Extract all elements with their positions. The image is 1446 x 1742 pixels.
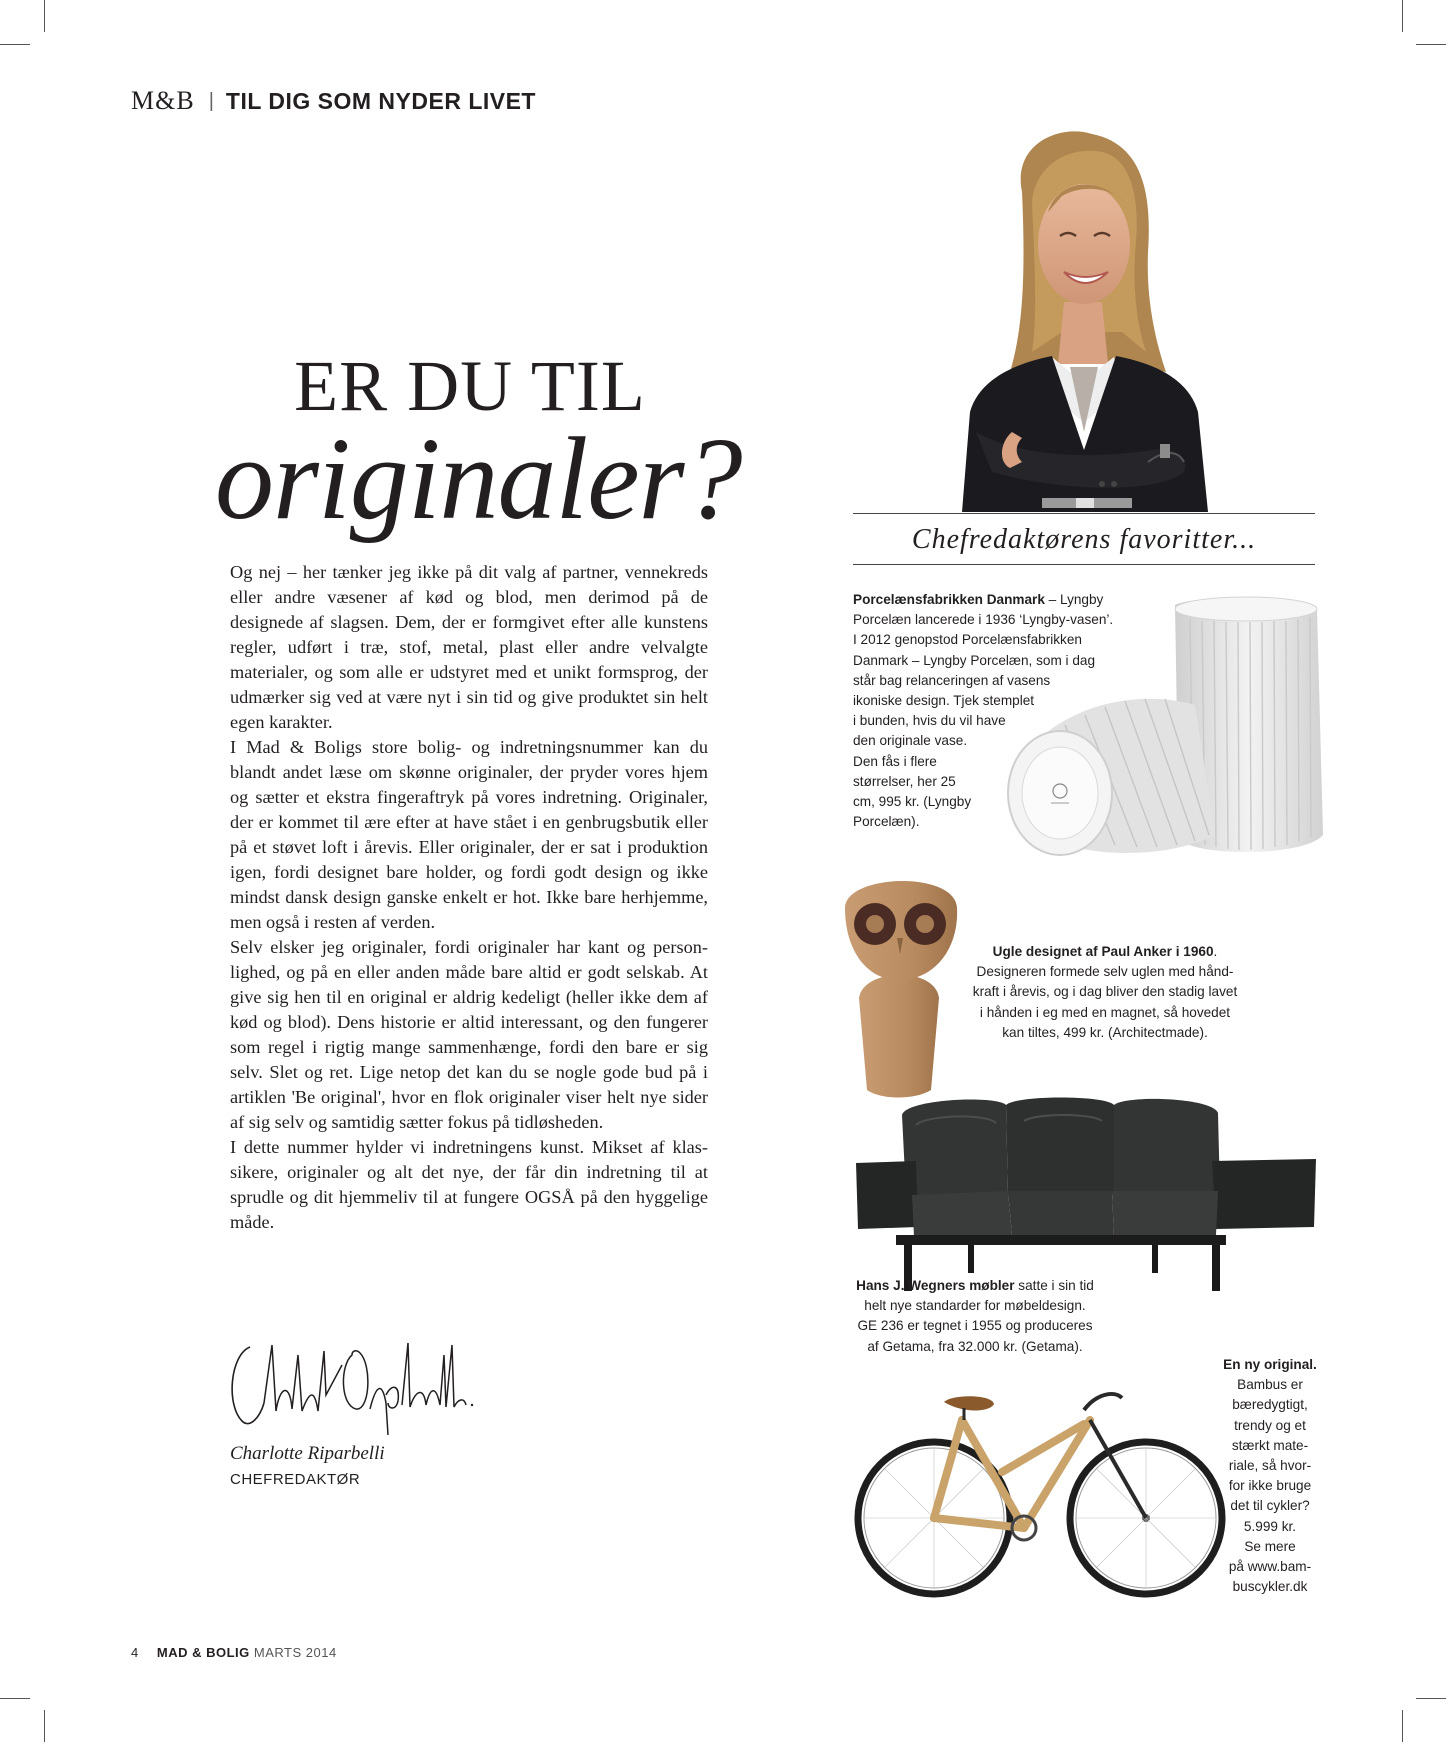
headline-line-1: ER DU TIL	[294, 346, 646, 426]
bike-caption: En ny original. Bambus er bæredygtigt, trendy og et stærkt mate- riale, så hvor- for ikke bruge det til cykler? 5.999 kr. Se mere på www.bam- buscykler.dk	[1223, 1357, 1317, 1595]
paul-anker-owl-photo	[835, 868, 965, 1098]
crop-mark	[0, 44, 30, 45]
headline-line-2: originaler?	[215, 413, 742, 544]
sofa-caption-title: Hans J. Wegners møbler	[856, 1278, 1015, 1293]
portrait-photo	[952, 132, 1212, 512]
bamboo-bike-photo	[852, 1380, 1232, 1605]
page-footer	[131, 1645, 337, 1660]
body-paragraph: Og nej – her tænker jeg ikke på dit valg af partner, vennekreds eller andre væsener af kød og blod, men derimod på de designede af slagsen. Dem, der er formgivet efter alle kunstens regler, udført i træ, stof, metal, plast eller andre velvalgte materialer, og som alle er udstyret med et unikt formsprog, der udmærker sig ved at være nyt i sin tid og give produktet sin helt egen karakter.	[230, 562, 708, 732]
owl-caption: Ugle designet af Paul Anker i 1960. Designeren formede selv uglen med hånd- kraft i årevis, og i dag bliver den stadig lavet i hånden i eg med en magnet, så hovedet kan tiltes, 499 kr. (Architectmade).	[972, 944, 1238, 1040]
header-separator: |	[208, 89, 214, 112]
handwritten-signature	[220, 1325, 480, 1435]
crop-mark	[1416, 1698, 1446, 1699]
footer-issue: MARTS 2014	[253, 1645, 337, 1660]
section-title: TIL DIG SOM NYDER LIVET	[225, 87, 536, 114]
body-paragraph: I dette nummer hylder vi indretningens kunst. Mikset af klassikere, originaler og alt det nye, der får din indretning til at sprudle og dit hjemmeliv til at fungere OGSÅ på den hyggelige måde.	[230, 1137, 708, 1232]
crop-mark	[0, 1698, 30, 1699]
crop-mark	[1402, 0, 1403, 32]
footer-magazine-name: MAD & BOLIG	[156, 1645, 250, 1660]
sofa-caption: Hans J. Wegners møbler satte i sin tid helt nye standarder for møbeldesign. GE 236 er tegnet i 1955 og produceres af Getama, fra 32.000 kr. (Getama).	[856, 1278, 1094, 1354]
favorites-top-rule	[853, 513, 1315, 514]
crop-mark	[1402, 1710, 1403, 1742]
crop-mark	[44, 1710, 45, 1742]
wegner-sofa-photo	[856, 1095, 1316, 1295]
owl-caption-title: Ugle designet af Paul Anker i 1960	[992, 944, 1214, 959]
favorites-bottom-rule	[853, 564, 1315, 565]
author-role: CHEFREDAKTØR	[230, 1471, 361, 1488]
crop-mark	[44, 0, 45, 32]
page-number: 4	[131, 1645, 139, 1660]
vase-caption: Porcelænsfabrikken Danmark – Lyngby Porcelæn lancerede i 1936 ‘Lyngby-vasen’. I 2012 genopstod Porcelænsfabrikken Danmark – Lyngby Porcelæn, som i dag står bag relanceringen af vasens ikoniske design. Tjek stemplet i bunden, hvis du vil have den originale vase. Den fås i flere størrelser, her 25 cm, 995 kr. (Lyngby Porcelæn).	[853, 592, 1114, 830]
lyngby-vase-photo	[1005, 595, 1335, 865]
page-header	[131, 86, 536, 116]
magazine-logo: M&B	[131, 86, 195, 115]
crop-mark	[1416, 44, 1446, 45]
editorial-body	[230, 560, 708, 1235]
body-paragraph: Selv elsker jeg originaler, fordi originaler har kant og personlighed, og på en eller anden måde bare altid er godt selskab. At give sig hen til en original er aldrig kedeligt (heller ikke dem af kød og blod). Dens historie er altid interessant, og den fungerer som regel i rigtig mange sammenhænge, fordi den bare er sig selv. Slet og ret. Lige netop det kan du se nogle gode bud på i artiklen 'Be original', hvor en flok originaler viser helt nye sider af sig selv og samtidig sætter fokus på tidløsheden.	[230, 937, 708, 1132]
bike-caption-title: En ny original.	[1223, 1357, 1317, 1372]
body-paragraph: I Mad & Boligs store bolig- og indretningsnummer kan du blandt andet læse om skønne originaler, der pryder vores hjem og sætter et ekstra fingeraftryk på vores indretning. Originaler, der er kommet til ære efter at have stået i en genbrugsbutik eller på et støvet loft i årevis. Eller originaler, der er sat i produktion igen, fordi designet bare holder, og fordi godt design og ikke mindst dansk design ganske enkelt er hot. Ikke bare herhjemme, men også i resten af verden.	[230, 737, 708, 932]
vase-caption-title: Porcelænsfabrikken Danmark	[853, 592, 1045, 607]
favorites-title: Chefredaktørens favoritter...	[911, 524, 1257, 555]
author-name: Charlotte Riparbelli	[230, 1443, 385, 1464]
